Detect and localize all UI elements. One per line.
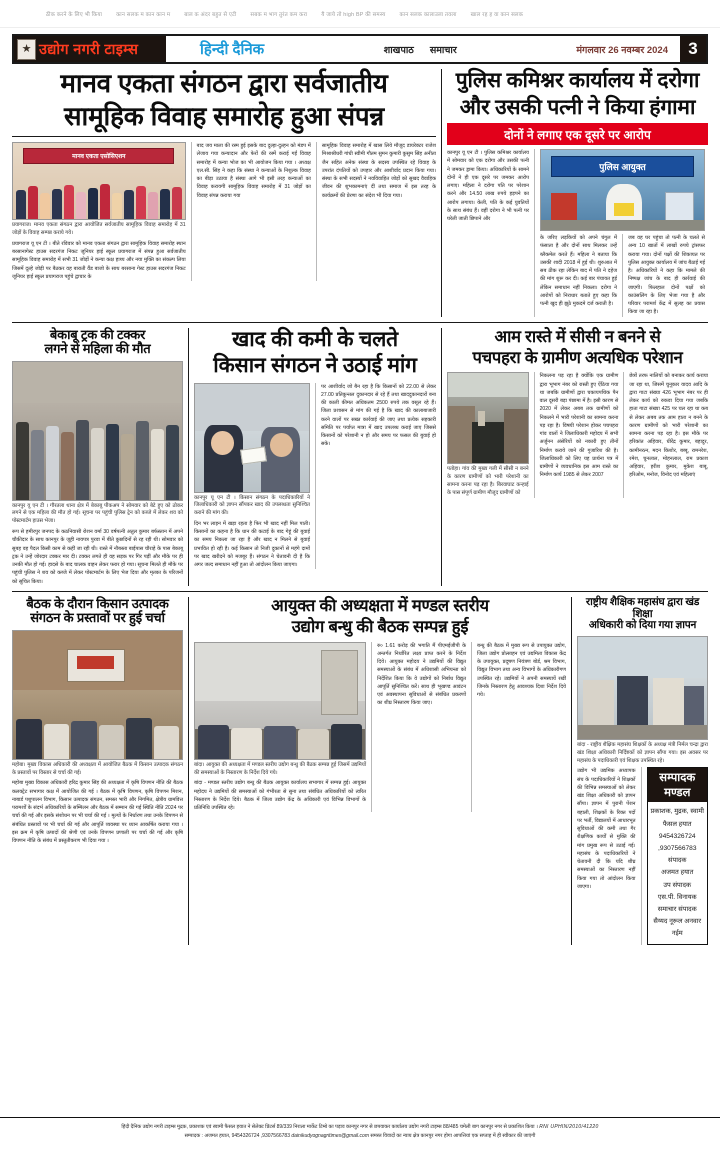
bottom-right-lower [577, 767, 708, 945]
lead-left-photo-col [12, 142, 186, 281]
lead-left-col-1: बाद जय माला की रस्म हुई इसके बाद दुल्हा-दुल्हन को मंडप में लेजाय गया कन्यादान और फेरों की रस्में कराई गईं विवाह समारोह में कन्या भोज का भी आयोजन किया गया । अध्यक्ष एल.सी. सिंह ने कहा कि संस्था ने कन्याओं के निशुल्क विवाह का बीड़ा उठाया है संस्था आगे भी इसी तरह कन्याओं का विवाह करायगी सामूहिक विवाह समारोह में 31 जोड़ों का विवाह संपन्न कराया गया [196, 143, 311, 199]
lead-columns [12, 69, 708, 317]
editor-box [647, 767, 709, 945]
bottom-center-headline-1: आयुक्त की अध्यक्षता में मण्डल स्तरीय [271, 596, 489, 615]
lead-right-photo-col [540, 149, 705, 317]
bottom-right-story [577, 597, 708, 946]
scan-top-strip [0, 0, 720, 28]
scan-text-3: सबक म भाग तुरंत कम करा [250, 11, 308, 18]
bottom-right-photo-caption: बांदा - राष्ट्रीय शैक्षिक महासंघ शिक्षकों के अध्यक्ष मंत्री निर्मल चन्द्रा द्वारा खंड शिक्षा अधिकारी निर्दिष्टकों को ज्ञापन सौंपा गया। इस अवसर पर महासंघ के पदाधिकारी एवं शिक्षक उपस्थित रहे। [577, 742, 708, 764]
scan-text-2: बाल क अंदर बहुत से एटी [184, 11, 237, 18]
editor-line-3[interactable]: ,9307566783 [657, 844, 697, 852]
mid-right-photo-caption: पतोहा। गांव की मुख्य गली में सीसी न बनने के कारण ग्रामीणों को भारी परेशानी का सामना करना पड़ रहा है। बिरवाघाट कन्हाई के पास संपूर्ण ग्रामीण मौजूद ग्रामीणों को [447, 466, 529, 496]
footer-phones[interactable]: 9454326724 ,9307566783 [231, 1133, 290, 1139]
paper-title: उद्योग नगरी टाइम्स [39, 42, 139, 58]
mid-left-photo-caption: कानपुर यू एन टी । गौरतला थाना क्षेत्र में बेकाबू पीकअप ने सोमवार को बेटे हुए को ठोकर लगने से एक महिला की मौत हो गई। सूचना पर पहुंची पुलिस ट्रेन को कब्जे में लेकर शव को पोस्टमार्टम हाउस भेजा। [12, 502, 183, 525]
mid-columns [12, 328, 708, 586]
mid-row [0, 322, 720, 586]
footer-rni: RNI UPHIN/2010/41220 [539, 1124, 599, 1130]
footer-imprint: हिंदी दैनिक उद्योग नगरी टाइम्स मुद्रक, प्रकाशक एवं स्वामी फैसल हयात ने सेलेक्ट प्रिंटर्स 89/339 निराला मार्केट टिम्बे का पड़ाव कानपुर नगर से छपवाकर कार्यालय उद्योग नगरी टाइम्स 88/485 चमेली बाग कानपुर नगर से प्रकाशित किया । [121, 1124, 538, 1130]
bottom-columns [12, 597, 708, 946]
scan-text-0: ठीक करने के लिए भी किया [46, 11, 103, 18]
page-number: 3 [680, 36, 706, 62]
mid-right-body-columns [447, 372, 708, 497]
editor-line-8: समाचार संपादक [657, 905, 697, 913]
lead-left-col-0: प्रयागराज यू एन टी । बीते रविवार को मानव एकता संगठन द्वारा सामूहिक विवाह समारोह स्थान बरसानागेस्ट हाउस सदरगंज निकट जूनियर हाई स्कूल प्रयागराज में संपन्न हुआ सर्वजातीय सामूहिक विवाह समारोह में सभी 31 जोड़ों ने कन्या कक्ष हाथ्य और नया मुक्ति का संकल्प लिया जिसमें दूल्हे जोड़ी पर बैठकर वह बाराती वैंड बाजो के साथ बरसाना गेस्ट हाउस सदरगंज निकट जूनियर हाई स्कूल प्रयागराज पहुंचे द्वाचार के [12, 240, 186, 280]
mid-center-headline-2: किसान संगठन ने उठाई मांग [213, 354, 417, 378]
bottom-center-headline-2: उद्योग बन्धु की बैठक सम्पन्न हुई [291, 618, 469, 637]
scan-text-5: कान सलक कालाउला तवला [399, 11, 457, 18]
photo-banner: मानव एकता एसोसिएशन [23, 148, 174, 165]
mid-right-headline-2: पचपहरा के ग्रामीण अत्यधिक परेशान [472, 349, 683, 367]
editor-line-2[interactable]: 9454326724 [658, 832, 696, 840]
bottom-left-headline-1: बैठक के दौरान किसान उत्पादक [26, 595, 169, 611]
footer-jurisdiction: समस्त विवादों का न्याय क्षेत्र कानपुर नगर होगा आपत्तियां एक सप्ताह में ही स्वीकार की जाएंगी [370, 1133, 536, 1139]
footer-email[interactable]: dainikudyognagritimes@gmail.com [291, 1133, 369, 1139]
mid-center-story [194, 328, 436, 586]
bottom-left-body: महोबा मुख्य विकास अधिकारी हरिद्र कुमार सिंह की अध्यक्षता में कृषि विपणन नीति की बैठक कलक्ट्रेट सभागार कक्ष में आयोजित की गई । बैठक में कृषि विपणन, कृषि विपणन मिशन, नाबार्ड पशुपालन विभाग, किसान उत्पादक संगठन, समस्त भारी और निगमित, क्षेत्रीय ग्रामवित्त परामर्शों के संदर्भ अधिकारियों के सम्मिलन और बैठक में सम्मान की गई स्थिति नीति 2024 पर चर्चा की गई और इसके संशोधन पर भी चर्चा की गई । मूल्यों के निर्धारण तथा उनके विपणन से संबंधित प्रस्तावों पर भी चर्चा की गई और आपूर्ति व्यवस्था पर ध्यान आकर्षित कराया गया । इस क्रम में कृषि उत्पादों की श्रेणी एवं उनके विपणन प्रणाली पर चर्चा की गई और कृषि विपणन नीति के संबंध में प्रस्तुतीकरण भी दिया गया । [12, 780, 184, 845]
masthead-logo[interactable] [14, 36, 166, 62]
lead-right-body-columns [447, 149, 708, 317]
editor-box-body [648, 802, 708, 944]
editor-line-1: फैसल हयात [662, 820, 692, 828]
village-street-drain-photo [447, 372, 529, 464]
bottom-center-body-columns [194, 642, 566, 813]
lead-left-story [12, 69, 436, 317]
editor-line-5: अजमत हयात [661, 869, 694, 877]
lead-row [0, 69, 720, 317]
mid-left-body: रूप से हमीरपुर जनपद के कठनिवासी रोशन वर्मा 30 वर्षपत्नी अतुल कुमार बर्फस्तान में अपने चौकीदार के साथ कानपुर के जूही नायपत्र पुरवा में बीते कुछदिनों से रह रही थी। सोमवार को सुबह वह पैदल किसी काम से कहीं जा रही थी। रास्ते में नौबस्ता बाईपास चौराहे के पास बेकाबू ट्रक ने उन्हें जोरदार टक्कर मार दी। टक्कर लगते ही वह सड़क पर गिर पड़ीं और मौके पर ही उनकी मौत हो गई। हादसे के बाद चालक वाहन लेकर फरार हो गया। सूचना मिलते ही मौके पर पहुंची पुलिस ने शव को कब्जे में लेकर पोस्टमार्टम के लिए भेज दिया और मृतका के परिजनों को सूचित किया। [12, 529, 183, 585]
mid-center-body-columns [194, 383, 436, 570]
footer-line-1-wrap [40, 1123, 680, 1132]
mid-right-photo-col [447, 372, 529, 497]
lead-left-photo-caption: प्रयागराज। मानव एकता संगठन द्वारा आयोजित सर्वजातीय सामूहिक विवाह समारोह में 31 जोड़ों के विवाह सम्पन्न कराये गये। [12, 222, 186, 237]
udyog-bandhu-meeting-photo [194, 642, 366, 760]
mid-center-headline-1: खाद की कमी के चलते [232, 327, 398, 351]
mid-right-col-0: निकलना पड़ रहा है क्योंकि एक ग्रामीण द्वारा भूभाग नंबर को रास्ती हुए ऐंठिया गया था जबकि ग्रामीणों द्वारा चकायपथिक पैन वाल दूसरी बड़ा पंछामा में है। इसी कारण से 2020 में लेकर अबब तक ग्रामीणों को निकलने में भारी परेशानी का सामना करना पड़ रहा है। विषयी परेशान होकर पचपहरा गांव वालों ने जिलाधिकारी महोदय में सभी अर्जुनन अंसेरियों को नकारी हुए तीनों निर्माण कराये जाने की गुजारिश की है। जिलाधिकारी को लिए यह प्रार्थना पत्र में ग्रामीणों ने व्यवधानिक इस आम रास्ते का निर्माण कार्य 1985 से लेकर 2007 [539, 373, 619, 479]
wedding-group-photo [12, 142, 186, 220]
editor-box-heading: सम्पादक मण्डल [648, 768, 708, 802]
scan-text-1: कान सलक म कान कान म [116, 11, 171, 18]
scan-text-4: यै जाये तो high BP की समस्य [321, 11, 386, 18]
lead-right-headline-2: और उसकी पत्नी ने किया हंगामा [459, 95, 696, 119]
lead-right-subhead-bar: दोनों ने लगाए एक दूसरे पर आरोप [447, 123, 708, 145]
bottom-center-col-0: बांदा - मण्डल स्तरीय उद्योग बन्धु की बैठक आयुक्त कार्यालय सभागार में सम्पन्न हुई। आयुक्त महोदय ने उद्यमियों की समस्याओं को गंभीरता से सुना तथा संबंधित अधिकारियों को त्वरित निस्तारण के निर्देश दिये। बैठक में जिला उद्योग केंद्र के अधिकारी एवं विभिन्न विभागों के प्रतिनिधि उपस्थित रहे। [194, 780, 367, 812]
editor-line-6: उप संपादक [663, 881, 692, 889]
bottom-center-photo-col [194, 642, 366, 813]
lead-left-headline-1: मानव एकता संगठन द्वारा सर्वजातीय [60, 68, 388, 98]
bottom-center-photo-caption: बांदा। आयुक्त की अध्यक्षता में मण्डल स्तरीय उद्योग बन्धु की बैठक सम्पन्न हुई जिसमें उद्यमियों की समस्याओं के निस्तारण के निर्देश दिये गये। [194, 761, 367, 776]
mid-center-col-0: दिन भर लाइन में खड़ा रहता है फिर भी खाद नहीं मिल पाती। किसानों का कहना है कि धान की कटाई के बाद गेहूं की बुवाई का समय निकला जा रहा है और खाद न मिलने से बुवाई प्रभावित हो रही है। कई किसान तो निजी दुकानों से महंगे दामों पर खाद खरीदने को मजबूर हैं। संगठन ने चेतावनी दी है कि अगर जल्द समाधान नहीं हुआ तो आंदोलन किया जाएगा। [194, 520, 310, 569]
mid-center-photo-caption: कानपुर यू एन टी । किसान संगठन के पदाधिकारियों ने जिलाधिकारी को ज्ञापन सौंपकर खाद की उपलब्धता सुनिश्चित कराने की मांग की। [194, 494, 310, 517]
category-1: समाचार [429, 44, 457, 56]
mid-left-story [12, 328, 183, 586]
lead-left-body-columns [12, 142, 436, 281]
lead-right-col-0: कानपुर यू एन टी । पुलिस कमिश्नर कार्यालय में सोमवार को एक दरोगा और उसकी पत्नी ने जमकर ड्रामा किया। अधिकारियों के सामने दोनों ने ही एक दूसरे पर जमकर आरोप लगाए। महिला ने दरोगा पति पर परेशान करने और 14.50 लाख रुपये हड़पने का आरोप लगाया। केली, पति के कई युवतियों के साथ संबंध हैं। वहीं दरोगा ने भी पत्नी पर घरेली जाती छिपाने और [447, 150, 529, 223]
lead-right-story [447, 69, 708, 317]
bottom-center-col-1: रु० 1.61 करोड़ की भगाति मैं पीएमईजीपी के अन्तर्गत निर्धारित लक्ष्य प्राप्त करने के निर्देश दिये। आयुक्त महोदय ने उद्यमियों की विद्युत समस्याओं के संबंध में अधिशासी अभियन्ता को निर्देशित किया कि वे उद्योगों को निर्बाध विद्युत आपूर्ति सुनिश्चित करें। साथ ही भूखण्ड आवंटन एवं अवस्थापना सुविधाओं से संबंधित प्रकरणों का शीघ्र निस्तारण किया जाए। [377, 642, 467, 707]
memorandum-submission-photo [577, 636, 708, 740]
editor-line-0: प्रकाशक, मुद्रक, स्वामी [650, 808, 704, 816]
bottom-left-story [12, 597, 183, 946]
mid-left-headline-1: बेकाबू ट्रक की टक्कर [49, 326, 146, 342]
mid-right-headline-1: आम रास्ते में सीसी न बनने से [494, 327, 661, 346]
police-banner-text: पुलिस आयुक्त [551, 156, 694, 177]
lead-right-col-1: के जरिए लड़कियों को अपने चंगुल में फंसाता है और दोनों साथ मिलकर उन्हें ब्लैकमेल करते हैं। महिला ने बताया कि उसकी शादी 2018 में हुई थी। शुरुआत में सब ठीक रहा लेकिन बाद में पति ने दहेज की मांग शुरू कर दी। कई बार पंचायत हुई लेकिन समाधान नहीं निकला। दरोगा ने आरोपों को निराधार बताते हुए कहा कि पत्नी खुद ही झूठे मुकदमे दर्ज कराती है। [540, 235, 617, 308]
lead-left-headline-2: सामूहिक विवाह समारोह हुआ संपन्न [63, 101, 385, 132]
masthead-categories [264, 36, 576, 62]
lead-right-headline-1: पुलिस कमिश्नर कार्यालय में दरोगा [455, 69, 700, 92]
editor-line-10: नईम [671, 930, 683, 938]
bottom-right-headline-1: राष्ट्रीय शैक्षिक महासंघ द्वारा खंड शिक्षा [585, 595, 700, 620]
editor-line-7: एस.पी. विनायक [657, 893, 697, 901]
accident-crowd-photo [12, 361, 183, 501]
lead-left-col-2: सामूहिक विवाह समारोह में खास लिये मौजूद डायरेक्टर राजेश मिश्राश्रीधरी गांधी स्वीमी गौतम सुमन कुमारी कुसुम सिंह अनीता जैन सहित अनेक संस्था के सदस्य उपस्थित रहे विवाह के उपरांत दंपतियों को उपहार और आशीर्वाद प्रदान किया गया। संस्था के सभी सदस्यों ने नवविवाहित जोड़ों को सुखद वैवाहिक जीवन की शुभकामनाएं दीं तथा समाज में इस तरह के कार्यक्रमों की प्रेरणा का संदेश भी दिया गया। [321, 143, 436, 199]
bottom-left-headline-2: संगठन के प्रस्तावों पर हुई चर्चा [30, 610, 165, 626]
bottom-center-col-2: बन्धु की बैठक में मुख्य रूप से उपायुक्त उद्योग, जिला उद्योग प्रोत्साहन एवं उद्यमिता विकास केंद्र के उपायुक्त, प्रदूषण नियंत्रण बोर्ड, श्रम विभाग, विद्युत विभाग तथा अन्य विभागों के अधिकारीगण उपस्थित रहे। उद्यमियों ने अपनी समस्यायें रखीं जिनके निस्तारण हेतु आवश्यक दिशा निर्देश दिये गये। [477, 642, 566, 699]
mid-center-photo-col [194, 383, 310, 570]
paper-subtitle: हिन्दी दैनिक [200, 41, 265, 58]
lead-right-col-2: जब वह घर पहुंचा तो पत्नी के चलते से अन्य 10 खातों में लाखों रुपये ट्रांसफर कराया गया। दोनों पक्षों की शिकायत पर पुलिस आयुक्त कार्यालय में जांच बैठाई गई है। अधिकारियों ने कहा कि मामले की निष्पक्ष जांच के बाद ही कार्रवाई की जाएगी। फिलहाल दोनों पक्षों को काउंसलिंग के लिए भेजा गया है और परिवार परामर्श केंद्र में सुलह का प्रयास किया जा रहा है। [628, 235, 705, 316]
bottom-right-body: उद्योग भी उद्यमिक अध्यापक संघ के पदाधिकारियों ने शिक्षकों की विभिन्न समस्याओं को लेकर खंड शिक्षा अधिकारी को ज्ञापन सौंपा। ज्ञापन में पुरानी पेंशन बहाली, शिक्षकों के रिक्त पदों पर भर्ती, विद्यालयों में आधारभूत सुविधाओं की कमी तथा गैर शैक्षणिक कार्यों से मुक्ति की मांग प्रमुख रूप से उठाई गई। महासंघ के पदाधिकारियों ने चेतावनी दी कि यदि शीघ्र समस्याओं का निस्तारण नहीं किया गया तो आंदोलन किया जाएगा। [577, 768, 636, 890]
footer-line-2-wrap [40, 1132, 680, 1141]
page-footer [0, 1117, 720, 1155]
editor-box-col [647, 767, 709, 945]
mid-center-col-1: पर आशीर्वाद जो बैन रहा है कि किसानों को 22.00 से लेकर 27.00 प्रतिकुन्तल दुकानदार से रहे हैं तथा खाददुकानदारों बना की काली कीमत अधिकतम 2500 रुपये तक वसूल रहे हैं। जिला प्रशासन से मांग की गई है कि खाद की कालाबाजारी करने वालों पर सख्त कार्रवाई की जाए तथा प्रत्येक सहकारी समिति पर पर्याप्त मात्रा में खाद उपलब्ध कराई जाए जिससे किसानों को परेशानी न हो और समय पर फसल की बुवाई हो सके। [320, 383, 436, 448]
masthead [12, 34, 708, 64]
category-0: शाखपाठ [383, 44, 414, 56]
bottom-right-headline-2: अधिकारी को दिया गया ज्ञापन [588, 619, 697, 632]
editor-line-9: सैय्यद नूरूल अनवार [653, 918, 702, 926]
mid-right-col-1: छेत्रों तरफ नालियों को बनाकर कार्य कराया जा रहा था, जिसमें चुनूकार यादव आदि के द्वारा गाटा संख्या 426 भूभाग नंबर पर ही लेकर कार्य को रुकवा दिया गया जबकि हाता गाटा संख्या 425 पर चल रहा था कब से लेकर अबब तक आम हाता न बनने के कारण ग्रामीणों को भारी परेशानी का सामना करना पड़ रहा है। इस मौके पर हरिकांत अहिवार, धीरेंद्र कुमार, बहादुर, कामीनरत्न, मदन किशोर, बब्बू, रामनरेश, रमेश, चुनलाल, मोहनलाल, राम प्रकाश अहिवार, हरीश कुमार, मुकेश बाबू, हरिओम, मनोज, विनोद एवं महिलाएं [629, 373, 708, 479]
bottom-left-photo-caption: महोबा। मुख्य विकास अधिकारी की अध्यक्षता में आयोजित बैठक में किसान उत्पादक संगठन के प्रस्तावों पर विस्तार से चर्चा की गई। [12, 761, 183, 776]
bottom-row [0, 591, 720, 946]
mid-right-story [447, 328, 708, 586]
footer-editor-label: सम्पादक : अजमत हयात, [184, 1133, 231, 1139]
bottom-center-story [194, 597, 566, 946]
masthead-wrapper [0, 28, 720, 64]
issue-date: मंगलवार 26 नवम्बर 2024 [576, 44, 668, 56]
memorandum-handover-photo [194, 383, 310, 493]
editor-line-4: संपादक [668, 857, 687, 865]
press-emblem-icon: ★ [17, 39, 36, 60]
lead-right-lower-columns [540, 234, 705, 317]
police-commissioner-office-photo [540, 149, 705, 231]
scan-text-6: खाल रह ह वा कान सलक [470, 11, 524, 18]
mid-left-headline-2: लगने से महिला की मौत [44, 341, 151, 357]
cdo-meeting-hall-photo [12, 630, 183, 760]
